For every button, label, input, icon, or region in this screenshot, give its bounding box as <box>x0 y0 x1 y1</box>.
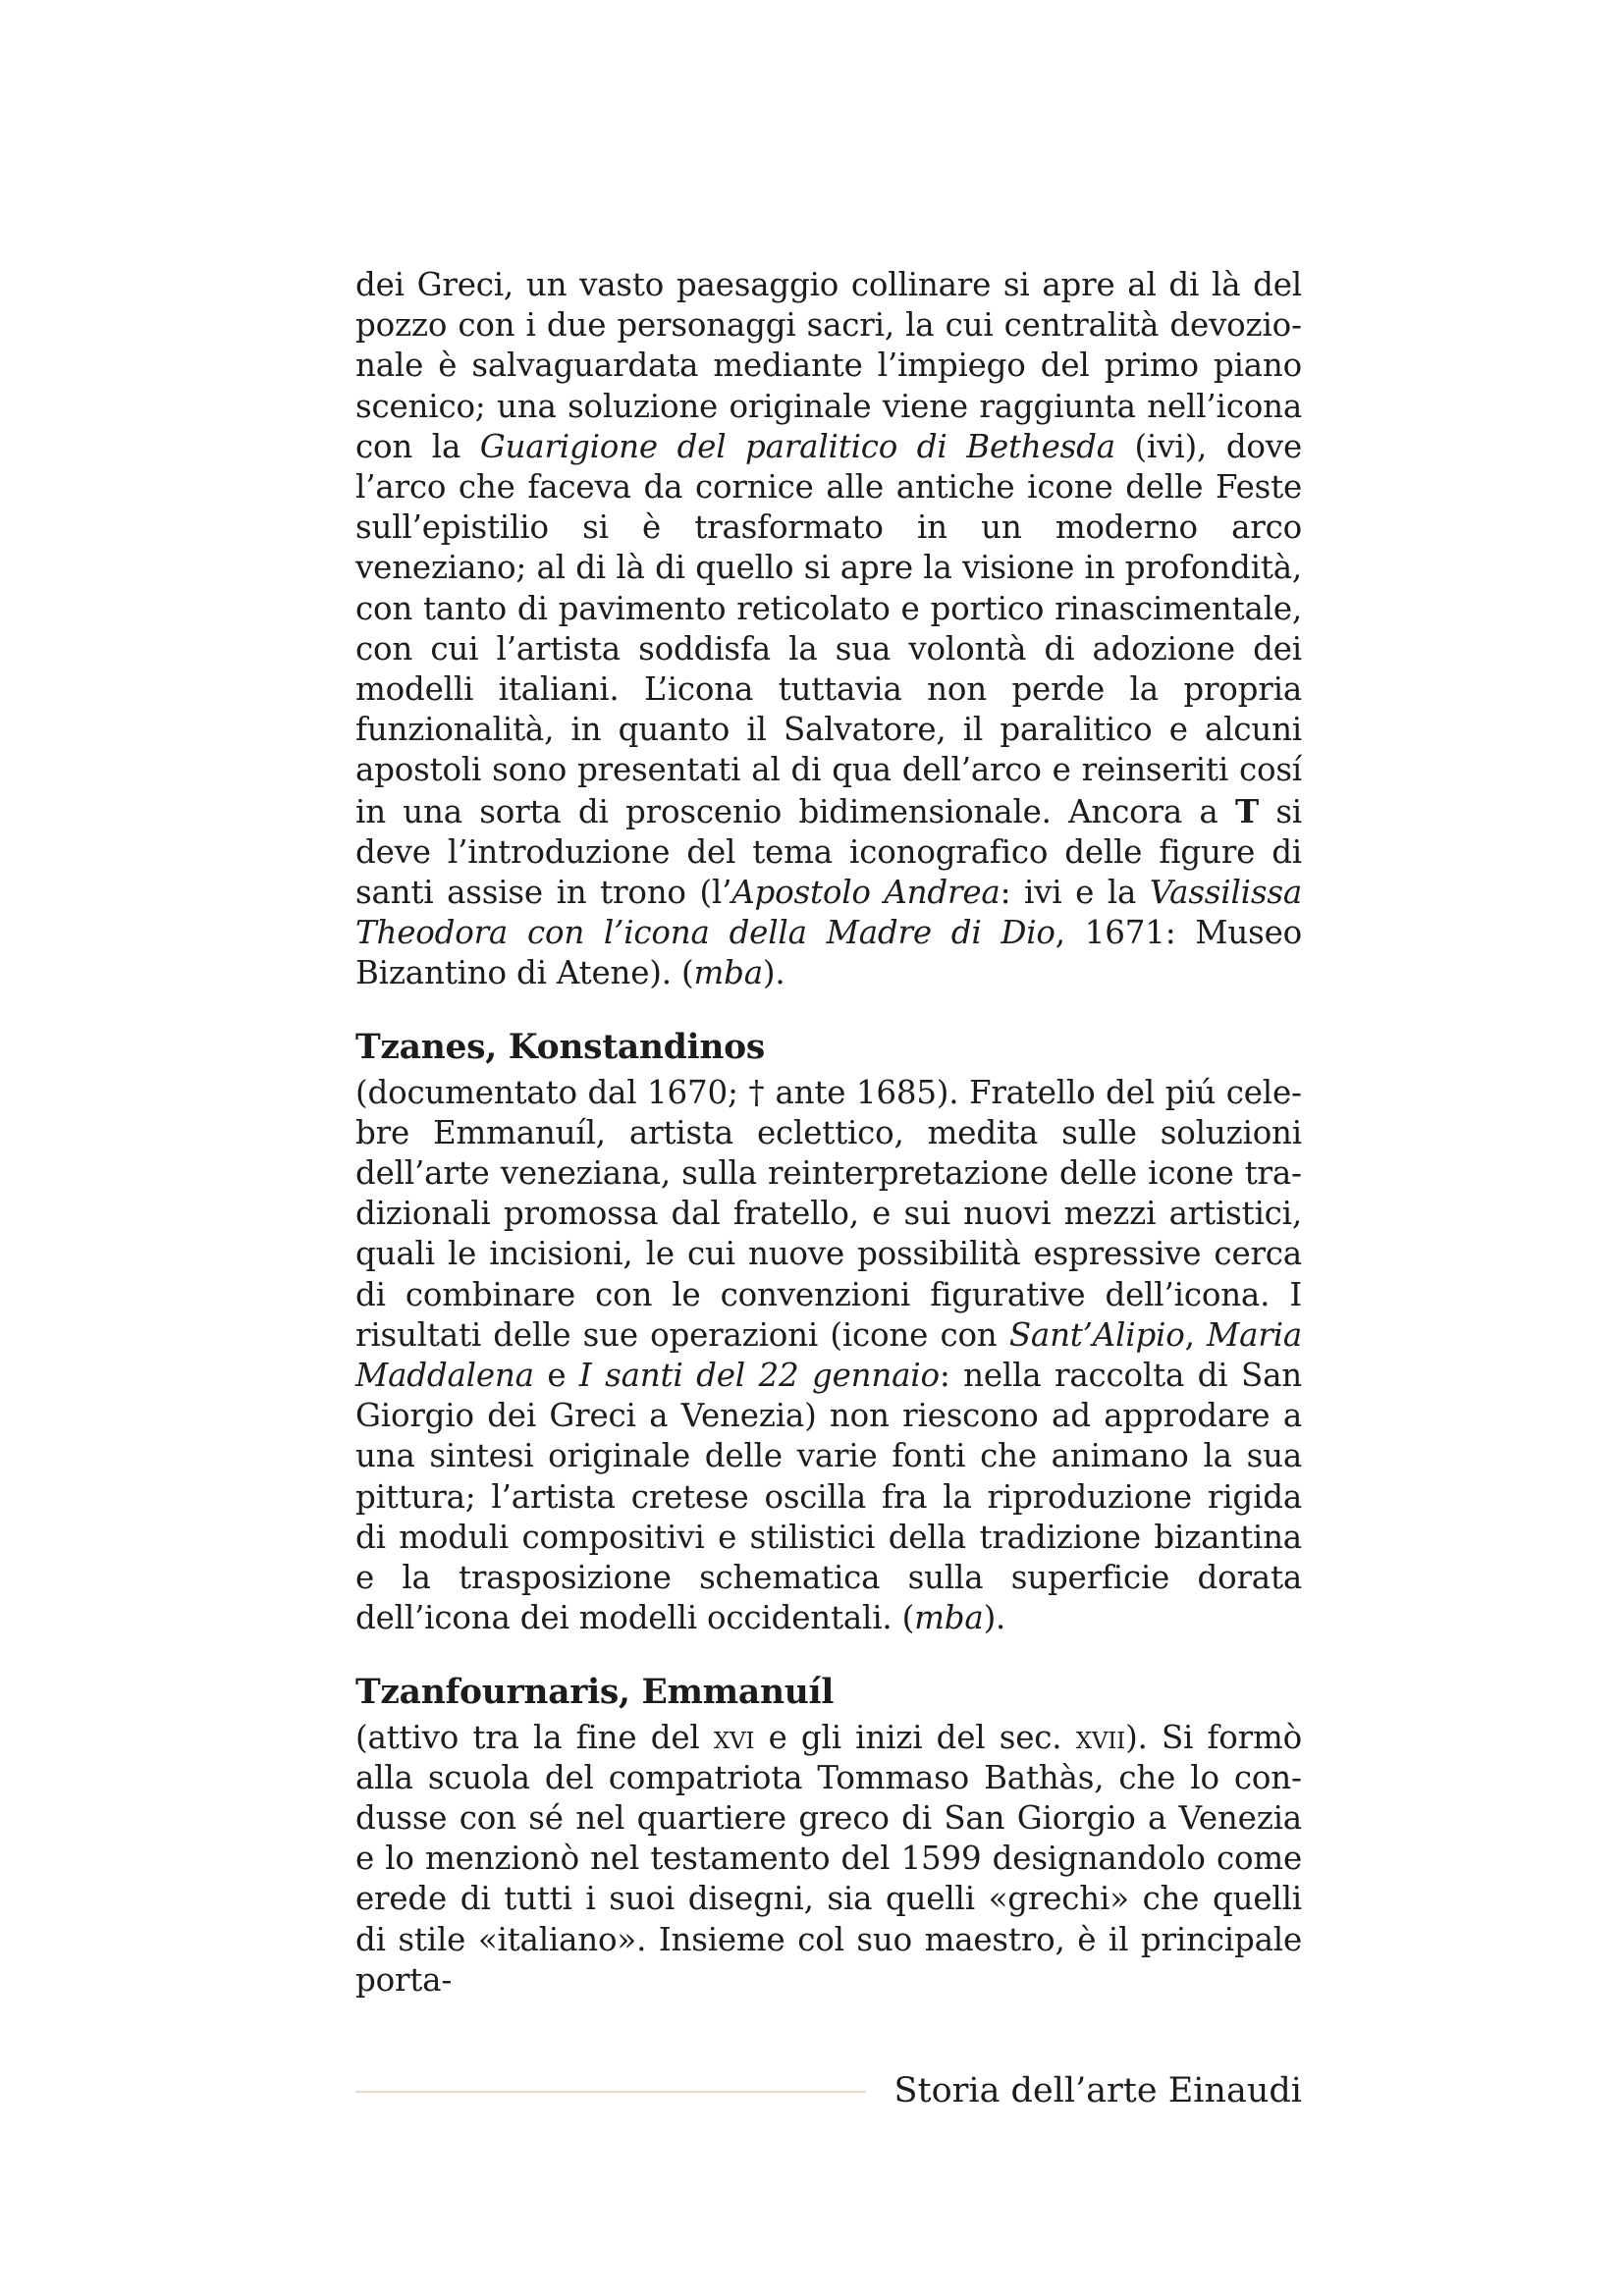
footer-rule <box>355 2091 866 2093</box>
small-caps-text: xvii <box>1075 1718 1126 1756</box>
italic-text: Apostolo Andrea <box>731 874 1001 912</box>
small-caps-text: xvi <box>713 1718 755 1756</box>
italic-text: mba <box>693 954 763 992</box>
entry-title-tzanes-konstandinos: Tzanes, Konstandinos <box>355 1027 765 1067</box>
italic-text: Maria Maddalena <box>355 1315 1303 1395</box>
italic-text: mba <box>914 1599 984 1637</box>
italic-text: I santi del 22 gennaio <box>578 1357 940 1395</box>
footer-publisher-label: Storia dell’arte Einaudi <box>893 2071 1302 2110</box>
text-column <box>355 265 1302 2001</box>
entry-continuation-text: dei Greci, un vasto paesaggio collinare si apre al di là del pozzo con i due personaggi sacri, la cui centralità devozionale è salvaguardata mediante l’impiego del primo piano scenico; una soluzione originale viene raggiunta nell’icona con la Guarigione del paralitico di Bethesda (ivi), dove l’arco che faceva da cornice alle antiche icone delle Feste sull’epistilio si è trasformato in un moderno arco veneziano; al di là di quello si apre la visione in profondità, con tanto di pavimento reticolato e portico rinascimentale, con cui l’artista soddisfa la sua volontà di adozione dei modelli italiani. L’icona tuttavia non perde la propria funzionalità, in quanto il Salvatore, il paralitico e alcuni apostoli sono presentati al di qua dell’arco e reinseriti cosí in una sorta di proscenio bidimensionale. Ancora a T si deve l’introduzione del tema iconografico delle figure di santi assise in trono (l’Apostolo Andrea: ivi e la Vassilissa Theodora con l’icona della Madre di Dio, 1671: Museo Bizantino di Atene). (mba). <box>355 266 1302 992</box>
page-footer <box>355 2069 1302 2116</box>
entry-title-tzanfournaris-emmanuil: Tzanfournaris, Emmanuíl <box>355 1672 835 1712</box>
entry-text-tzanfournaris-emmanuil: (attivo tra la fine del xvi e gli inizi del sec. xvii). Si formò alla scuola del compatriota Tommaso Bathàs, che lo condusse con sé nel quartiere greco di San Giorgio a Venezia e lo menzionò nel testamento del 1599 designandolo come erede di tutti i suoi disegni, sia quelli «grechi» che quelli di stile «italiano». Insieme col suo maestro, è il principale porta- <box>355 1718 1302 1999</box>
bold-text: T <box>1234 791 1259 830</box>
entry-text-tzanes-konstandinos: (documentato dal 1670; † ante 1685). Fratello del piú celebre Emmanuíl, artista eclettico, medita sulle soluzioni dell’arte veneziana, sulla reinterpretazione delle icone tradizionali promossa dal fratello, e sui nuovi mezzi artistici, quali le incisioni, le cui nuove possibilità espressive cerca di combinare con le convenzioni figurative dell’icona. I risultati delle sue operazioni (icone con Sant’Alipio, Maria Maddalena e I santi del 22 gennaio: nella raccolta di San Giorgio dei Greci a Venezia) non riescono ad approdare a una sintesi originale delle varie fonti che animano la sua pittura; l’artista cretese oscilla fra la riproduzione rigida di moduli compositivi e stilistici della tradizione bizantina e la trasposizione schematica sulla superficie dorata dell’icona dei modelli occidentali. (mba). <box>355 1073 1303 1637</box>
italic-text: Sant’Alipio <box>1008 1315 1185 1354</box>
italic-text: Vassilissa Theodora con l’icona della Madre di Dio <box>355 874 1302 952</box>
italic-text: Guarigione del paralitico di Bethesda <box>479 427 1115 465</box>
